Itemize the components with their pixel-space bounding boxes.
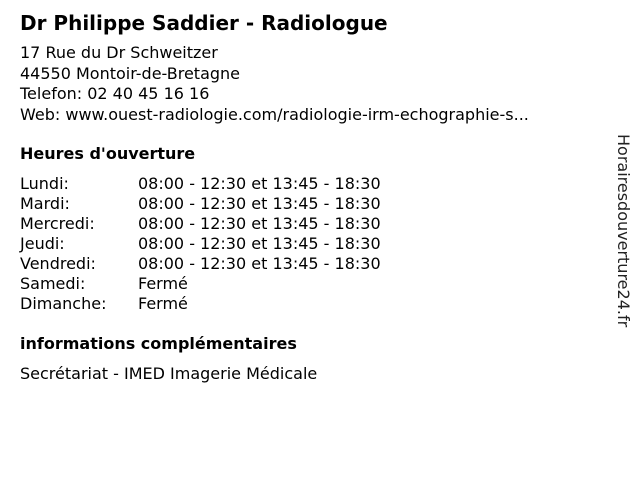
hours-value: 08:00 - 12:30 et 13:45 - 18:30 <box>138 234 381 253</box>
opening-hours-table <box>20 174 440 314</box>
hours-value: 08:00 - 12:30 et 13:45 - 18:30 <box>138 214 381 233</box>
day-label: Mercredi: <box>20 214 95 233</box>
day-label: Samedi: <box>20 274 86 293</box>
hours-value: Fermé <box>138 274 188 293</box>
address-city: 44550 Montoir-de-Bretagne <box>20 63 241 83</box>
hours-row-tuesday <box>20 194 440 214</box>
hours-value: 08:00 - 12:30 et 13:45 - 18:30 <box>138 194 381 213</box>
day-label: Dimanche: <box>20 294 107 313</box>
day-label: Mardi: <box>20 194 70 213</box>
address-street: 17 Rue du Dr Schweitzer <box>20 43 218 62</box>
hours-row-wednesday <box>20 214 440 234</box>
additional-info-heading: informations complémentaires <box>20 334 297 353</box>
hours-row-saturday <box>20 274 440 294</box>
hours-row-friday <box>20 254 440 274</box>
hours-row-sunday <box>20 294 440 314</box>
address-block <box>20 43 529 125</box>
site-watermark: Horairesdouverture24.fr <box>614 134 633 328</box>
additional-info-text: Secrétariat - IMED Imagerie Médicale <box>20 364 318 383</box>
hours-value: Fermé <box>138 294 188 313</box>
hours-row-monday <box>20 174 440 194</box>
day-label: Jeudi: <box>20 234 65 253</box>
hours-value: 08:00 - 12:30 et 13:45 - 18:30 <box>138 174 381 193</box>
page-title: Dr Philippe Saddier - Radiologue <box>20 11 388 35</box>
day-label: Lundi: <box>20 174 69 193</box>
website-link[interactable]: Web: www.ouest-radiologie.com/radiologie-irm-echographie-s... <box>20 104 529 124</box>
opening-hours-heading: Heures d'ouverture <box>20 144 196 163</box>
day-label: Vendredi: <box>20 254 96 273</box>
hours-value: 08:00 - 12:30 et 13:45 - 18:30 <box>138 254 381 273</box>
hours-row-thursday <box>20 234 440 254</box>
phone-number: Telefon: 02 40 45 16 16 <box>20 84 210 103</box>
